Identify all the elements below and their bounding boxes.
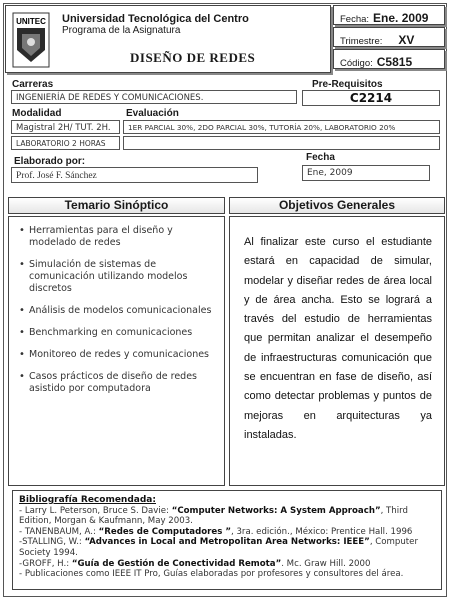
trimestre-value: XV <box>398 33 415 47</box>
temario-item: • Benchmarking en comunicaciones <box>19 327 216 339</box>
objetivos-header: Objetivos Generales <box>229 197 445 214</box>
elaborado-field <box>11 167 258 183</box>
temario-item: • Análisis de modelos comunicacionales <box>19 305 216 317</box>
evaluacion-field: 1ER PARCIAL 30%, 2DO PARCIAL 30%, TUTORÍA 20%, LABORATORIO 20% <box>123 120 440 134</box>
prereq-field <box>302 90 440 106</box>
prereq-label: Pre-Requisitos <box>312 79 383 90</box>
fecha-box <box>333 5 445 25</box>
modalidad-field-1: Magistral 2H/ TUT. 2H. <box>11 120 120 134</box>
university-name: Universidad Tecnológica del Centro <box>62 13 249 25</box>
codigo-label: Código: <box>340 58 373 69</box>
fecha2-label: Fecha <box>306 152 335 163</box>
objetivos-panel <box>229 216 445 486</box>
university-logo <box>12 12 50 68</box>
bib-entry: - TANENBAUM, A.: “Redes de Computadores ”, 3ra. edición., México: Prentice Hall. 1996 <box>19 526 413 537</box>
bib-entry: - Larry L. Peterson, Bruce S. Davie: “Computer Networks: A System Approach”, Third Edition, Morgan & Kaufmann, May 2003. <box>19 505 408 527</box>
prereq-value: C2214 <box>349 91 393 105</box>
temario-list <box>9 217 224 395</box>
codigo-box <box>333 49 445 69</box>
modalidad-label: Modalidad <box>12 108 62 119</box>
codigo-value: C5815 <box>376 55 413 69</box>
program-label: Programa de la Asignatura <box>62 25 181 36</box>
temario-item: • Casos prácticos de diseño de redes asistido por computadora <box>19 371 216 395</box>
elaborado-value: Prof. José F. Sánchez <box>16 171 97 181</box>
logo-text: UNITEC <box>16 17 46 26</box>
carreras-field: INGENIERÍA DE REDES Y COMUNICACIONES. <box>11 90 297 104</box>
temario-header: Temario Sinóptico <box>8 197 225 214</box>
objetivos-text: Al finalizar este curso el estudiante estará en capacidad de simular, modelar y diseñar redes de área local y de área ancha. Esto se logrará a través del estudio de herramientas que permitan analizar el desempeño de infraestructuras comunicación que se encuentran en fase de diseño, así como detectar problemas y puntos de mejoras en arquitecturas ya instaladas. <box>244 236 432 441</box>
fecha2-field: Ene, 2009 <box>302 165 430 181</box>
header-box <box>5 5 331 73</box>
temario-item: • Herramientas para el diseño y modelado de redes <box>19 225 216 249</box>
trimestre-box <box>333 27 445 47</box>
temario-item: • Monitoreo de redes y comunicaciones <box>19 349 216 361</box>
fecha-value: Ene. 2009 <box>373 11 429 25</box>
trimestre-label: Trimestre: <box>340 36 383 47</box>
bib-entry: - Publicaciones como IEEE IT Pro, Guías elaboradas por profesores y consultores del área. <box>19 569 404 580</box>
fecha-label: Fecha: <box>340 14 370 25</box>
bibliografia-box <box>12 490 442 590</box>
elaborado-label: Elaborado por: <box>14 156 86 167</box>
temario-item: • Simulación de sistemas de comunicación utilizando modelos discretos <box>19 259 216 295</box>
carreras-label: Carreras <box>12 79 54 90</box>
modalidad-field-2: LABORATORIO 2 HORAS <box>11 136 120 150</box>
subject-title: DISEÑO DE REDES <box>130 50 256 65</box>
evaluacion-label: Evaluación <box>126 108 179 119</box>
temario-panel <box>8 216 225 486</box>
evaluacion-field-empty <box>123 136 440 150</box>
bib-entry: -GROFF, H.: “Guía de Gestión de Conectividad Remota”. Mc. Graw Hill. 2000 <box>19 558 371 569</box>
bib-entry: -STALLING, W.: “Advances in Local and Metropolitan Area Networks: IEEE”, Computer Society 1994. <box>19 537 418 558</box>
bibliografia-title: Bibliografía Recomendada: <box>19 495 156 505</box>
